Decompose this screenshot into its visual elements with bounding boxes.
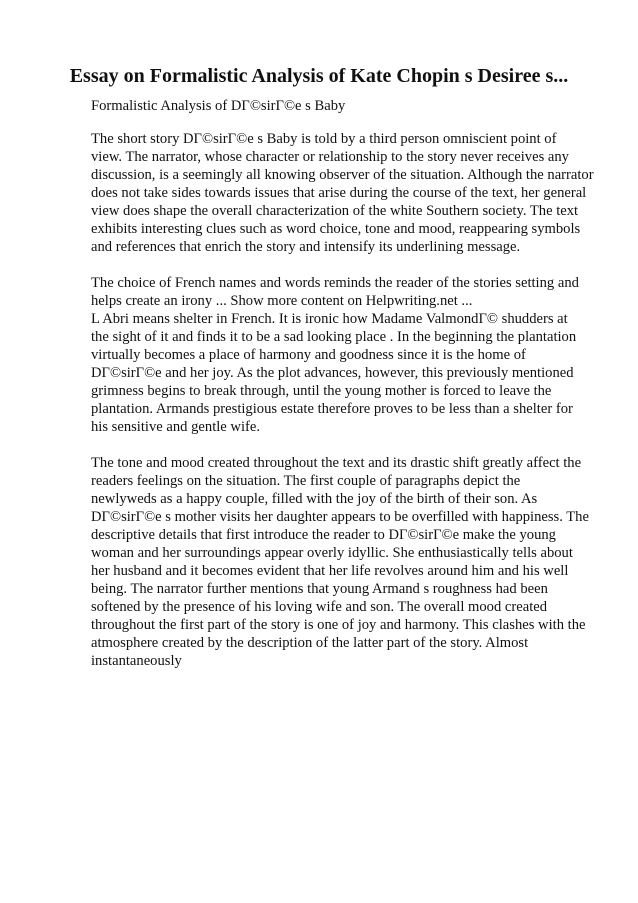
paragraph-line: The short story DΓ©sirΓ©e s Baby is told by a third person omniscient point of <box>91 131 557 147</box>
paragraph-line: DΓ©sirΓ©e and her joy. As the plot advances, however, this previously mentioned <box>91 365 574 381</box>
body-paragraph <box>91 130 611 256</box>
paragraph-line: newlyweds as a happy couple, filled with the joy of the birth of their son. As <box>91 491 538 507</box>
paragraph-line: throughout the first part of the story is one of joy and harmony. This clashes with the <box>91 617 586 633</box>
paragraph-line: her husband and it becomes evident that her life revolves around him and his well <box>91 563 569 579</box>
paragraph-line: does not take sides towards issues that arise during the course of the text, her general <box>91 185 587 201</box>
paragraph-line: DΓ©sirΓ©e s mother visits her daughter appears to be overfilled with happiness. The <box>91 509 589 525</box>
paragraph-line: virtually becomes a place of harmony and goodness since it is the home of <box>91 347 526 363</box>
paragraph-line: grimness begins to break through, until the young mother is forced to leave the <box>91 383 552 399</box>
document-body <box>91 130 611 688</box>
paragraph-line: descriptive details that first introduce the reader to DΓ©sirΓ©e make the young <box>91 527 556 543</box>
paragraph-line: woman and her surroundings appear overly idyllic. She enthusiastically tells about <box>91 545 573 561</box>
paragraph-line: discussion, is a seemingly all knowing observer of the situation. Although the narrator <box>91 167 594 183</box>
paragraph-line: softened by the presence of his loving wife and son. The overall mood created <box>91 599 548 615</box>
paragraph-line: his sensitive and gentle wife. <box>91 419 261 435</box>
paragraph-line: exhibits interesting clues such as word choice, tone and mood, reappearing symbols <box>91 221 581 237</box>
paragraph-line: view does shape the overall characterization of the white Southern society. The text <box>91 203 579 219</box>
paragraph-line: the sight of it and finds it to be a sad looking place . In the beginning the plantation <box>91 329 577 345</box>
paragraph-line: view. The narrator, whose character or relationship to the story never receives any <box>91 149 569 165</box>
paragraph-line: readers feelings on the situation. The first couple of paragraphs depict the <box>91 473 521 489</box>
paragraph-line: being. The narrator further mentions that young Armand s roughness had been <box>91 581 548 597</box>
paragraph-line: The choice of French names and words reminds the reader of the stories setting and <box>91 275 579 291</box>
paragraph-line: helps create an irony ... Show more content on Helpwriting.net ... <box>91 293 473 309</box>
body-paragraph <box>91 454 611 670</box>
paragraph-line: instantaneously <box>91 653 182 669</box>
document-title: Essay on Formalistic Analysis of Kate Chopin s Desiree s... <box>69 65 569 87</box>
paragraph-line: atmosphere created by the description of the latter part of the story. Almost <box>91 635 529 651</box>
paragraph-line: and references that enrich the story and intensify its underlining message. <box>91 239 521 255</box>
document-subtitle: Formalistic Analysis of DΓ©sirΓ©e s Baby <box>91 98 346 114</box>
paragraph-line: L Abri means shelter in French. It is ironic how Madame ValmondΓ© shudders at <box>91 311 568 327</box>
paragraph-line: The tone and mood created throughout the text and its drastic shift greatly affect the <box>91 455 582 471</box>
body-paragraph <box>91 274 611 436</box>
paragraph-line: plantation. Armands prestigious estate therefore proves to be less than a shelter for <box>91 401 573 417</box>
